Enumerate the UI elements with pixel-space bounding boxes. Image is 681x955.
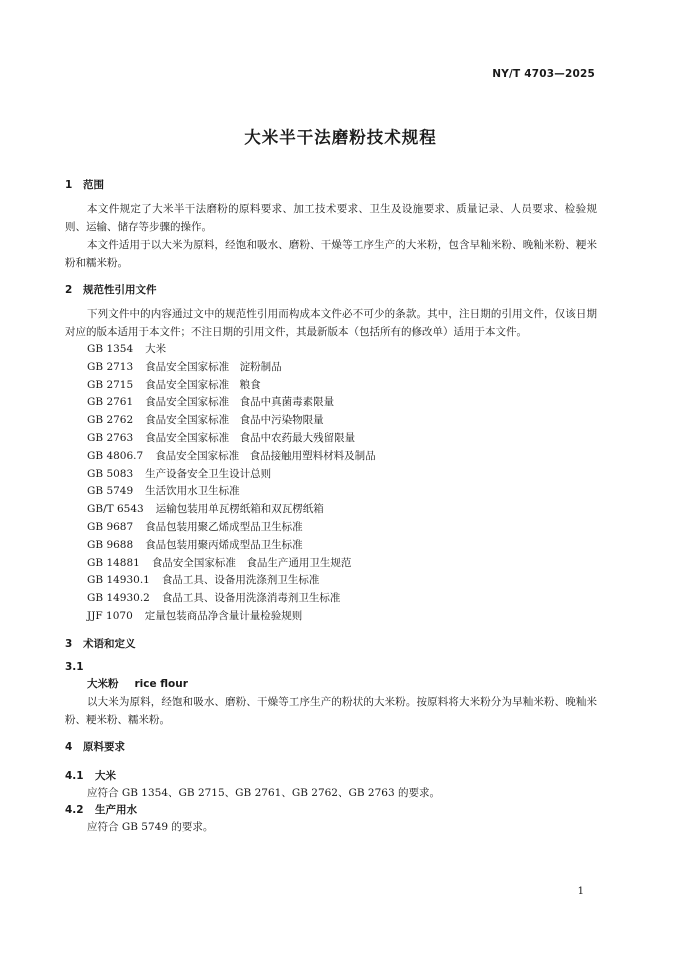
reference-title: 食品安全国家标准 食品中农药最大残留限量 (145, 431, 356, 444)
section-number: 1 (65, 179, 73, 191)
term-entry (65, 675, 597, 693)
reference-title: 食品安全国家标准 粮食 (145, 378, 261, 391)
standard-number: NY/T 4703—2025 (492, 68, 595, 80)
term-chinese: 大米粉 (87, 677, 119, 690)
reference-item (65, 377, 597, 395)
section-title: 范围 (83, 179, 104, 191)
reference-code: GB 2715 (87, 378, 134, 391)
reference-title: 大米 (145, 343, 167, 355)
section-title: 规范性引用文件 (83, 284, 157, 296)
section-2-heading (65, 282, 597, 298)
paragraph: 应符合 GB 1354、GB 2715、GB 2761、GB 2762、GB 2763 的要求。 (87, 786, 440, 799)
reference-list (65, 341, 597, 626)
reference-code: GB 14930.2 (87, 592, 150, 605)
document-body (65, 177, 597, 836)
reference-item (65, 466, 597, 484)
reference-code: GB 4806.7 (87, 449, 144, 462)
reference-item (65, 519, 597, 537)
reference-code: GB 2763 (87, 431, 134, 444)
reference-item (65, 590, 597, 608)
subsection-number: 4.2 (65, 803, 84, 816)
subsection-3-1-number (65, 659, 597, 675)
reference-title: 食品工具、设备用洗涤消毒剂卫生标准 (161, 592, 341, 605)
reference-code: GB 9687 (87, 520, 134, 533)
reference-code: GB 5749 (87, 485, 134, 498)
subsection-title: 大米 (95, 769, 116, 782)
subsection-4-2-heading (65, 802, 597, 818)
reference-code: GB 2761 (87, 396, 134, 409)
reference-title: 食品包装用聚丙烯成型品卫生标准 (145, 538, 303, 551)
section-4-heading (65, 739, 597, 755)
reference-item (65, 537, 597, 555)
reference-title: 生产设备安全卫生设计总则 (145, 467, 272, 480)
term-english: rice flour (134, 677, 188, 690)
paragraph: 本文件适用于以大米为原料，经饱和吸水、磨粉、干燥等工序生产的大米粉，包含早籼米粉、晚籼米粉、粳米粉和糯米粉。 (65, 239, 597, 269)
subsection-number: 3.1 (65, 660, 84, 673)
reference-code: GB 14881 (87, 556, 140, 569)
subsection-number: 4.1 (65, 769, 84, 782)
reference-code: GB 2713 (87, 360, 134, 373)
reference-title: 食品包装用聚乙烯成型品卫生标准 (145, 520, 303, 533)
reference-item (65, 572, 597, 590)
reference-title: 食品安全国家标准 食品接触用塑料材料及制品 (155, 449, 376, 462)
reference-item (65, 608, 597, 626)
reference-code: GB 14930.1 (87, 574, 150, 587)
reference-title: 定量包装商品净含量计量检验规则 (144, 609, 303, 622)
reference-code: JJF 1070 (87, 609, 133, 622)
reference-item (65, 501, 597, 519)
reference-item (65, 412, 597, 430)
reference-title: 食品安全国家标准 食品中污染物限量 (145, 414, 324, 427)
paragraph: 应符合 GB 5749 的要求。 (87, 820, 214, 833)
document-title: 大米半干法磨粉技术规程 (244, 128, 437, 147)
reference-item (65, 394, 597, 412)
paragraph: 本文件规定了大米半干法磨粉的原料要求、加工技术要求、卫生及设施要求、质量记录、人员要求、检验规则、运输、储存等步骤的操作。 (65, 203, 597, 233)
reference-title: 食品安全国家标准 食品中真菌毒素限量 (145, 396, 335, 409)
reference-title: 生活饮用水卫生标准 (145, 485, 240, 498)
section-number: 4 (65, 740, 73, 753)
section-number: 3 (65, 637, 73, 650)
section-number: 2 (65, 284, 73, 296)
section-1-heading (65, 177, 597, 193)
reference-title: 食品安全国家标准 淀粉制品 (145, 360, 282, 373)
subsection-4-1-heading (65, 768, 597, 784)
reference-code: GB 2762 (87, 414, 134, 427)
reference-code: GB 5083 (87, 467, 134, 480)
reference-item (65, 430, 597, 448)
reference-title: 食品安全国家标准 食品生产通用卫生规范 (151, 556, 352, 569)
reference-code: GB 1354 (87, 343, 134, 355)
reference-code: GB 9688 (87, 538, 134, 551)
section-3-heading (65, 636, 597, 652)
section-title: 术语和定义 (83, 637, 136, 650)
section-title: 原料要求 (83, 740, 125, 753)
reference-item (65, 341, 597, 359)
reference-title: 食品工具、设备用洗涤剂卫生标准 (161, 574, 320, 587)
paragraph: 下列文件中的内容通过文中的规范性引用而构成本文件必不可少的条款。其中，注日期的引用文件，仅该日期对应的版本适用于本文件；不注日期的引用文件，其最新版本（包括所有的修改单）适用于本文件。 (65, 308, 597, 338)
reference-item (65, 359, 597, 377)
reference-item (65, 448, 597, 466)
subsection-title: 生产用水 (95, 803, 137, 816)
reference-item (65, 555, 597, 573)
page-number: 1 (577, 886, 584, 897)
reference-item (65, 483, 597, 501)
reference-code: GB/T 6543 (87, 503, 144, 516)
term-definition: 以大米为原料，经饱和吸水、磨粉、干燥等工序生产的粉状的大米粉。按原料将大米粉分为早籼米粉、晚籼米粉、粳米粉、糯米粉。 (65, 695, 597, 726)
reference-title: 运输包装用单瓦楞纸箱和双瓦楞纸箱 (155, 503, 324, 516)
